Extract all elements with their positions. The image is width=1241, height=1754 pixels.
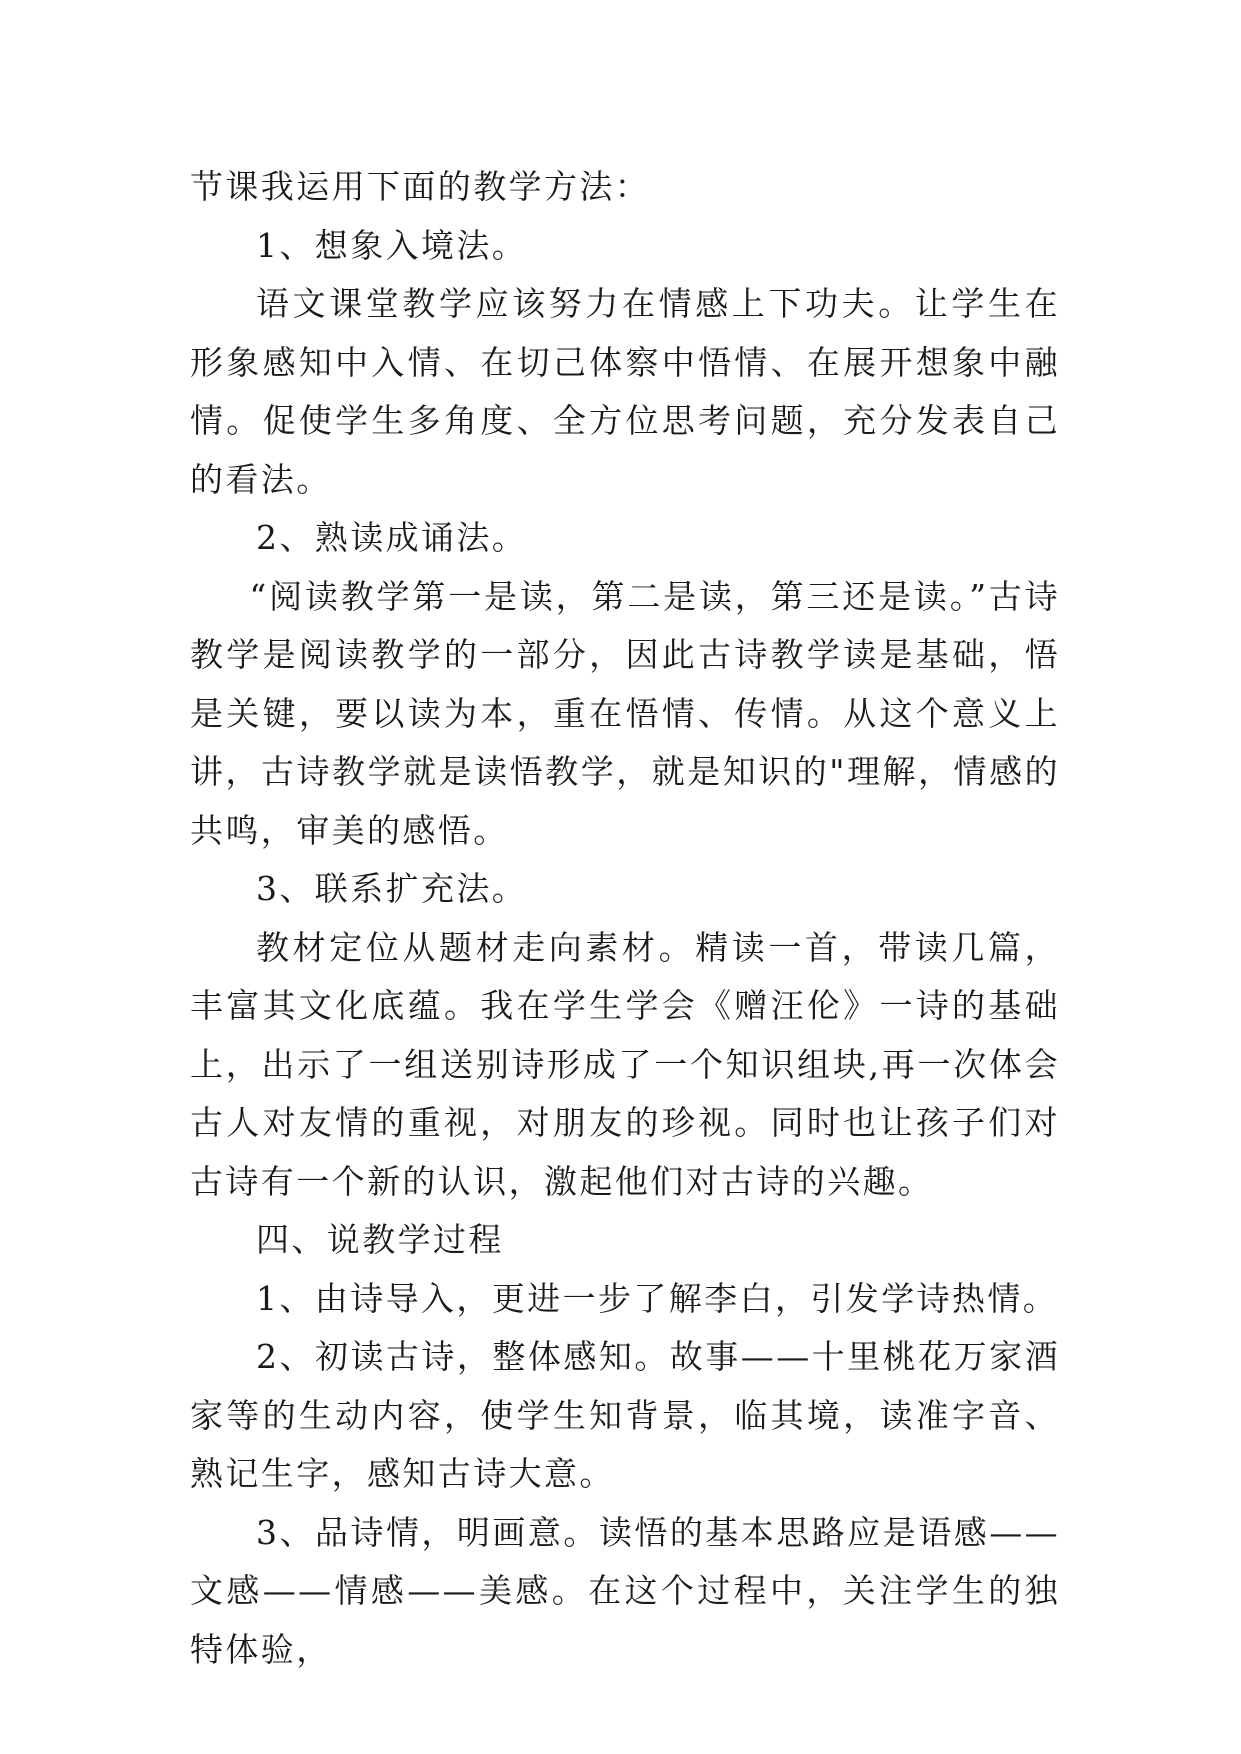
paragraph-teaching-methods-intro: 节课我运用下面的教学方法： xyxy=(190,167,651,206)
paragraph-process-step-2: 2、初读古诗，整体感知。故事——十里桃花万家酒家等的生动内容，使学生知背景，临其境，读准字音、熟记生字，感知古诗大意。 xyxy=(190,1337,1060,1493)
document-body xyxy=(190,158,1060,1679)
heading-imagination-method: 1、想象入境法。 xyxy=(256,225,528,265)
heading-teaching-process: 四、说教学过程 xyxy=(256,1220,504,1259)
paragraph-extension-method: 教材定位从题材走向素材。精读一首，带读几篇，丰富其文化底蕴。我在学生学会《赠汪伦》一诗的基础上，出示了一组送别诗形成了一个知识组块,再一次体会古人对友情的重视，对朋友的珍视。同时也让孩子们对古诗有一个新的认识，激起他们对古诗的兴趣。 xyxy=(190,927,1060,1201)
heading-extension-method: 3、联系扩充法。 xyxy=(256,869,528,908)
paragraph-imagination-method: 语文课堂教学应该努力在情感上下功夫。让学生在形象感知中入情、在切己体察中悟情、在展开想象中融情。促使学生多角度、全方位思考问题，充分发表自己的看法。 xyxy=(190,284,1060,499)
paragraph-process-step-3: 3、品诗情，明画意。读悟的基本思路应是语感——文感——情感——美感。在这个过程中，关注学生的独特体验， xyxy=(190,1512,1060,1669)
paragraph-recitation-method: “阅读教学第一是读，第二是读，第三还是读。”古诗教学是阅读教学的一部分，因此古诗教学读是基础，悟是关键，要以读为本，重在悟情、传情。从这个意义上讲，古诗教学就是读悟教学，就是知识的"理解，情感的共鸣，审美的感悟。 xyxy=(190,576,1060,850)
paragraph-process-step-1: 1、由诗导入，更进一步了解李白，引发学诗热情。 xyxy=(256,1278,1059,1318)
heading-recitation-method: 2、熟读成诵法。 xyxy=(256,518,528,557)
